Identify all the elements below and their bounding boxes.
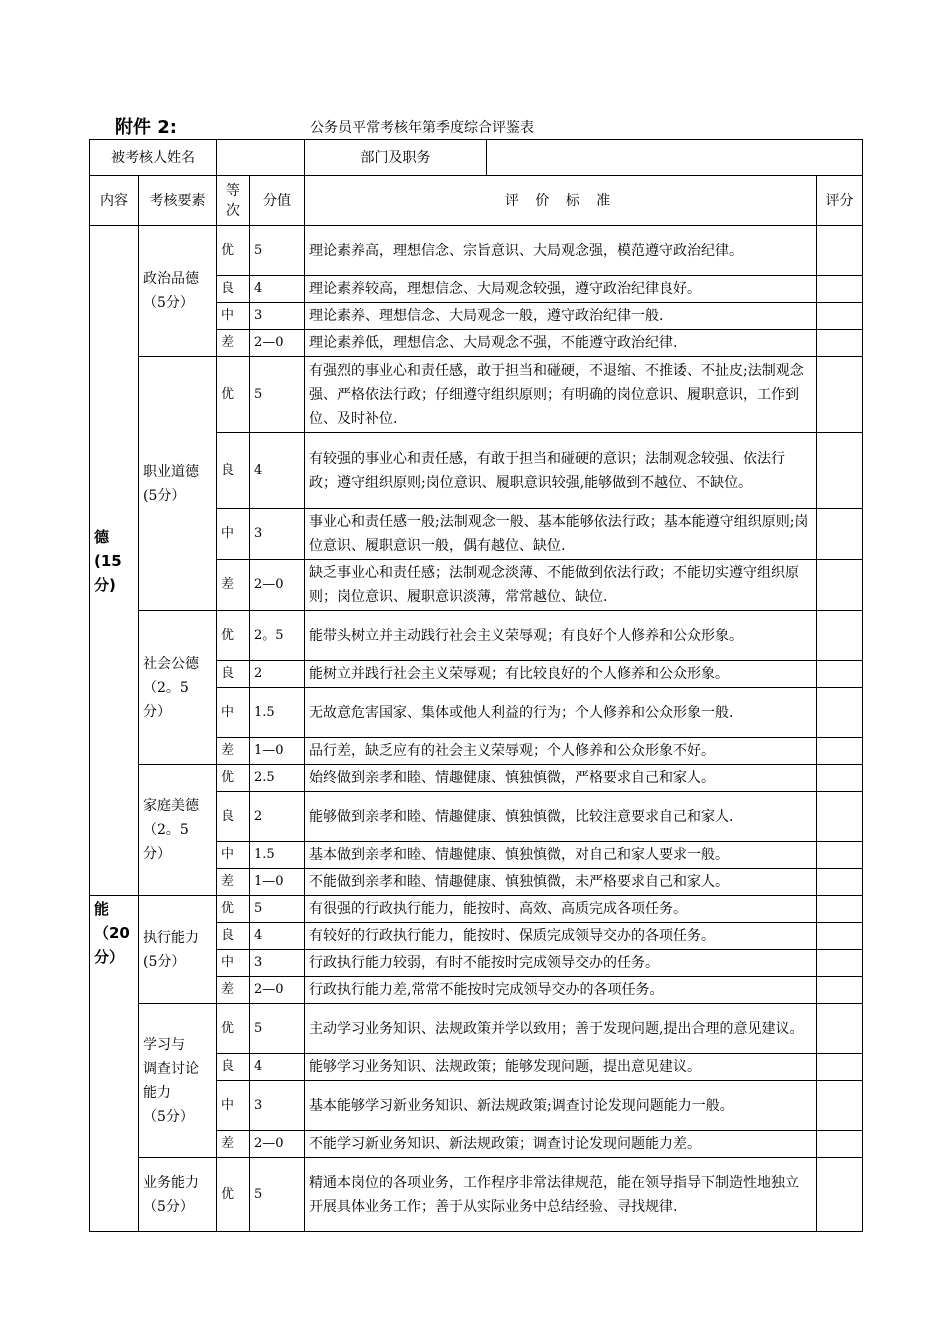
- rating-input-cell[interactable]: [817, 923, 863, 950]
- criteria-row: [90, 896, 863, 923]
- score-cell: 1.5: [250, 688, 305, 738]
- name-label: 被考核人姓名: [90, 140, 217, 176]
- rating-input-cell[interactable]: [817, 1131, 863, 1158]
- criteria-cell: 行政执行能力较弱，有时不能按时完成领导交办的任务。: [305, 950, 817, 977]
- grade-cell: 优: [217, 611, 250, 661]
- criteria-cell: 不能学习新业务知识、新法规政策；调查讨论发现问题能力差。: [305, 1131, 817, 1158]
- col-content: 内容: [90, 176, 139, 226]
- criteria-row: [90, 1004, 863, 1054]
- score-cell: 2—0: [250, 560, 305, 611]
- col-criteria: 评 价 标 准: [305, 176, 817, 226]
- score-cell: 4: [250, 433, 305, 509]
- element-cell: 学习与 调查讨论 能力 （5分）: [139, 1004, 217, 1158]
- score-cell: 5: [250, 1004, 305, 1054]
- rating-input-cell[interactable]: [817, 560, 863, 611]
- criteria-cell: 能够做到亲孝和睦、情趣健康、慎独慎微，比较注意要求自己和家人.: [305, 792, 817, 842]
- criteria-row: [90, 765, 863, 792]
- grade-cell: 差: [217, 330, 250, 357]
- criteria-cell: 理论素养高，理想信念、宗旨意识、大局观念强，模范遵守政治纪律。: [305, 226, 817, 276]
- grade-cell: 差: [217, 977, 250, 1004]
- rating-input-cell[interactable]: [817, 738, 863, 765]
- col-score: 分值: [250, 176, 305, 226]
- dept-label: 部门及职务: [305, 140, 487, 176]
- grade-cell: 差: [217, 869, 250, 896]
- grade-cell: 中: [217, 509, 250, 560]
- rating-input-cell[interactable]: [817, 1054, 863, 1081]
- rating-input-cell[interactable]: [817, 977, 863, 1004]
- rating-input-cell[interactable]: [817, 433, 863, 509]
- rating-input-cell[interactable]: [817, 688, 863, 738]
- criteria-row: [90, 1158, 863, 1232]
- score-cell: 1—0: [250, 738, 305, 765]
- criteria-cell: 不能做到亲孝和睦、情趣健康、慎独慎微，未严格要求自己和家人。: [305, 869, 817, 896]
- grade-cell: 差: [217, 560, 250, 611]
- col-rating: 评分: [817, 176, 863, 226]
- criteria-cell: 能带头树立并主动践行社会主义荣辱观；有良好个人修养和公众形象。: [305, 611, 817, 661]
- grade-cell: 中: [217, 1081, 250, 1131]
- rating-input-cell[interactable]: [817, 357, 863, 433]
- rating-input-cell[interactable]: [817, 1004, 863, 1054]
- grade-cell: 优: [217, 765, 250, 792]
- criteria-cell: 有很强的行政执行能力，能按时、高效、高质完成各项任务。: [305, 896, 817, 923]
- element-cell: 执行能力 (5分）: [139, 896, 217, 1004]
- score-cell: 4: [250, 1054, 305, 1081]
- criteria-cell: 基本能够学习新业务知识、新法规政策;调查讨论发现问题能力一般。: [305, 1081, 817, 1131]
- criteria-cell: 无故意危害国家、集体或他人利益的行为；个人修养和公众形象一般.: [305, 688, 817, 738]
- grade-cell: 优: [217, 357, 250, 433]
- criteria-cell: 理论素养、理想信念、大局观念一般，遵守政治纪律一般.: [305, 303, 817, 330]
- grade-cell: 良: [217, 1054, 250, 1081]
- rating-input-cell[interactable]: [817, 509, 863, 560]
- score-cell: 3: [250, 1081, 305, 1131]
- column-header-row: [90, 176, 863, 226]
- criteria-cell: 主动学习业务知识、法规政策并学以致用；善于发现问题,提出合理的意见建议。: [305, 1004, 817, 1054]
- category-cell: 德 (15 分): [90, 226, 139, 896]
- form-title: 公务员平常考核年第季度综合评鉴表: [310, 120, 534, 136]
- rating-input-cell[interactable]: [817, 869, 863, 896]
- criteria-cell: 有强烈的事业心和责任感，敢于担当和碰硬，不退缩、不推诿、不扯皮;法制观念强、严格依法行政；仔细遵守组织原则；有明确的岗位意识、履职意识，工作到位、及时补位.: [305, 357, 817, 433]
- rating-input-cell[interactable]: [817, 950, 863, 977]
- criteria-cell: 行政执行能力差,常常不能按时完成领导交办的各项任务。: [305, 977, 817, 1004]
- score-cell: 1—0: [250, 869, 305, 896]
- criteria-cell: 理论素养低，理想信念、大局观念不强，不能遵守政治纪律.: [305, 330, 817, 357]
- col-element: 考核要素: [139, 176, 217, 226]
- grade-cell: 中: [217, 842, 250, 869]
- criteria-cell: 有较好的行政执行能力，能按时、保质完成领导交办的各项任务。: [305, 923, 817, 950]
- criteria-cell: 始终做到亲孝和睦、情趣健康、慎独慎微，严格要求自己和家人。: [305, 765, 817, 792]
- name-value-field[interactable]: [217, 140, 305, 176]
- score-cell: 2: [250, 792, 305, 842]
- rating-input-cell[interactable]: [817, 765, 863, 792]
- grade-cell: 中: [217, 303, 250, 330]
- criteria-row: [90, 611, 863, 661]
- criteria-cell: 基本做到亲孝和睦、情趣健康、慎独慎微，对自己和家人要求一般。: [305, 842, 817, 869]
- rating-input-cell[interactable]: [817, 303, 863, 330]
- dept-value-field[interactable]: [487, 140, 863, 176]
- criteria-cell: 理论素养较高，理想信念、大局观念较强，遵守政治纪律良好。: [305, 276, 817, 303]
- score-cell: 5: [250, 226, 305, 276]
- element-cell: 家庭美德 （2。5 分）: [139, 765, 217, 896]
- rating-input-cell[interactable]: [817, 276, 863, 303]
- score-cell: 4: [250, 276, 305, 303]
- rating-input-cell[interactable]: [817, 896, 863, 923]
- grade-cell: 中: [217, 950, 250, 977]
- rating-input-cell[interactable]: [817, 792, 863, 842]
- attachment-label: 附件 2:: [115, 117, 177, 138]
- score-cell: 2—0: [250, 977, 305, 1004]
- grade-cell: 优: [217, 1158, 250, 1232]
- rating-input-cell[interactable]: [817, 842, 863, 869]
- grade-cell: 良: [217, 792, 250, 842]
- criteria-cell: 能够学习业务知识、法规政策；能够发现问题，提出意见建议。: [305, 1054, 817, 1081]
- score-cell: 2—0: [250, 330, 305, 357]
- score-cell: 1.5: [250, 842, 305, 869]
- rating-input-cell[interactable]: [817, 330, 863, 357]
- rating-input-cell[interactable]: [817, 226, 863, 276]
- score-cell: 3: [250, 509, 305, 560]
- element-cell: 政治品德 （5分）: [139, 226, 217, 357]
- criteria-row: [90, 226, 863, 276]
- score-cell: 2: [250, 661, 305, 688]
- rating-input-cell[interactable]: [817, 1081, 863, 1131]
- score-cell: 2.5: [250, 765, 305, 792]
- criteria-cell: 缺乏事业心和责任感；法制观念淡薄、不能做到依法行政；不能切实遵守组织原则；岗位意识、履职意识淡薄，常常越位、缺位.: [305, 560, 817, 611]
- col-grade: [217, 176, 250, 226]
- element-cell: 职业道德 (5分）: [139, 357, 217, 611]
- header-row-name: [90, 140, 863, 176]
- criteria-cell: 品行差，缺乏应有的社会主义荣辱观；个人修养和公众形象不好。: [305, 738, 817, 765]
- score-cell: 3: [250, 303, 305, 330]
- element-cell: 社会公德 （2。5 分）: [139, 611, 217, 765]
- criteria-cell: 事业心和责任感一般;法制观念一般、基本能够依法行政；基本能遵守组织原则;岗位意识、履职意识一般，偶有越位、缺位.: [305, 509, 817, 560]
- element-cell: 业务能力 （5分）: [139, 1158, 217, 1232]
- criteria-row: [90, 357, 863, 433]
- grade-cell: 差: [217, 738, 250, 765]
- criteria-cell: 能树立并践行社会主义荣辱观；有比较良好的个人修养和公众形象。: [305, 661, 817, 688]
- grade-cell: 良: [217, 661, 250, 688]
- score-cell: 3: [250, 950, 305, 977]
- rating-input-cell[interactable]: [817, 661, 863, 688]
- score-cell: 5: [250, 357, 305, 433]
- rating-input-cell[interactable]: [817, 1158, 863, 1232]
- category-cell: 能 （20 分）: [90, 896, 139, 1232]
- grade-cell: 良: [217, 433, 250, 509]
- grade-cell: 良: [217, 923, 250, 950]
- criteria-cell: 有较强的事业心和责任感，有敢于担当和碰硬的意识；法制观念较强、依法行政；遵守组织原则;岗位意识、履职意识较强,能够做到不越位、不缺位。: [305, 433, 817, 509]
- score-cell: 2。5: [250, 611, 305, 661]
- grade-cell: 优: [217, 226, 250, 276]
- criteria-cell: 精通本岗位的各项业务，工作程序非常法律规范，能在领导指导下制造性地独立开展具体业务工作；善于从实际业务中总结经验、寻找规律.: [305, 1158, 817, 1232]
- grade-cell: 优: [217, 896, 250, 923]
- score-cell: 5: [250, 896, 305, 923]
- grade-cell: 优: [217, 1004, 250, 1054]
- grade-cell: 良: [217, 276, 250, 303]
- evaluation-table: [89, 139, 863, 1232]
- grade-cell: 差: [217, 1131, 250, 1158]
- score-cell: 4: [250, 923, 305, 950]
- grade-cell: 中: [217, 688, 250, 738]
- score-cell: 5: [250, 1158, 305, 1232]
- col-grade-text: 等次: [226, 182, 240, 219]
- score-cell: 2—0: [250, 1131, 305, 1158]
- rating-input-cell[interactable]: [817, 611, 863, 661]
